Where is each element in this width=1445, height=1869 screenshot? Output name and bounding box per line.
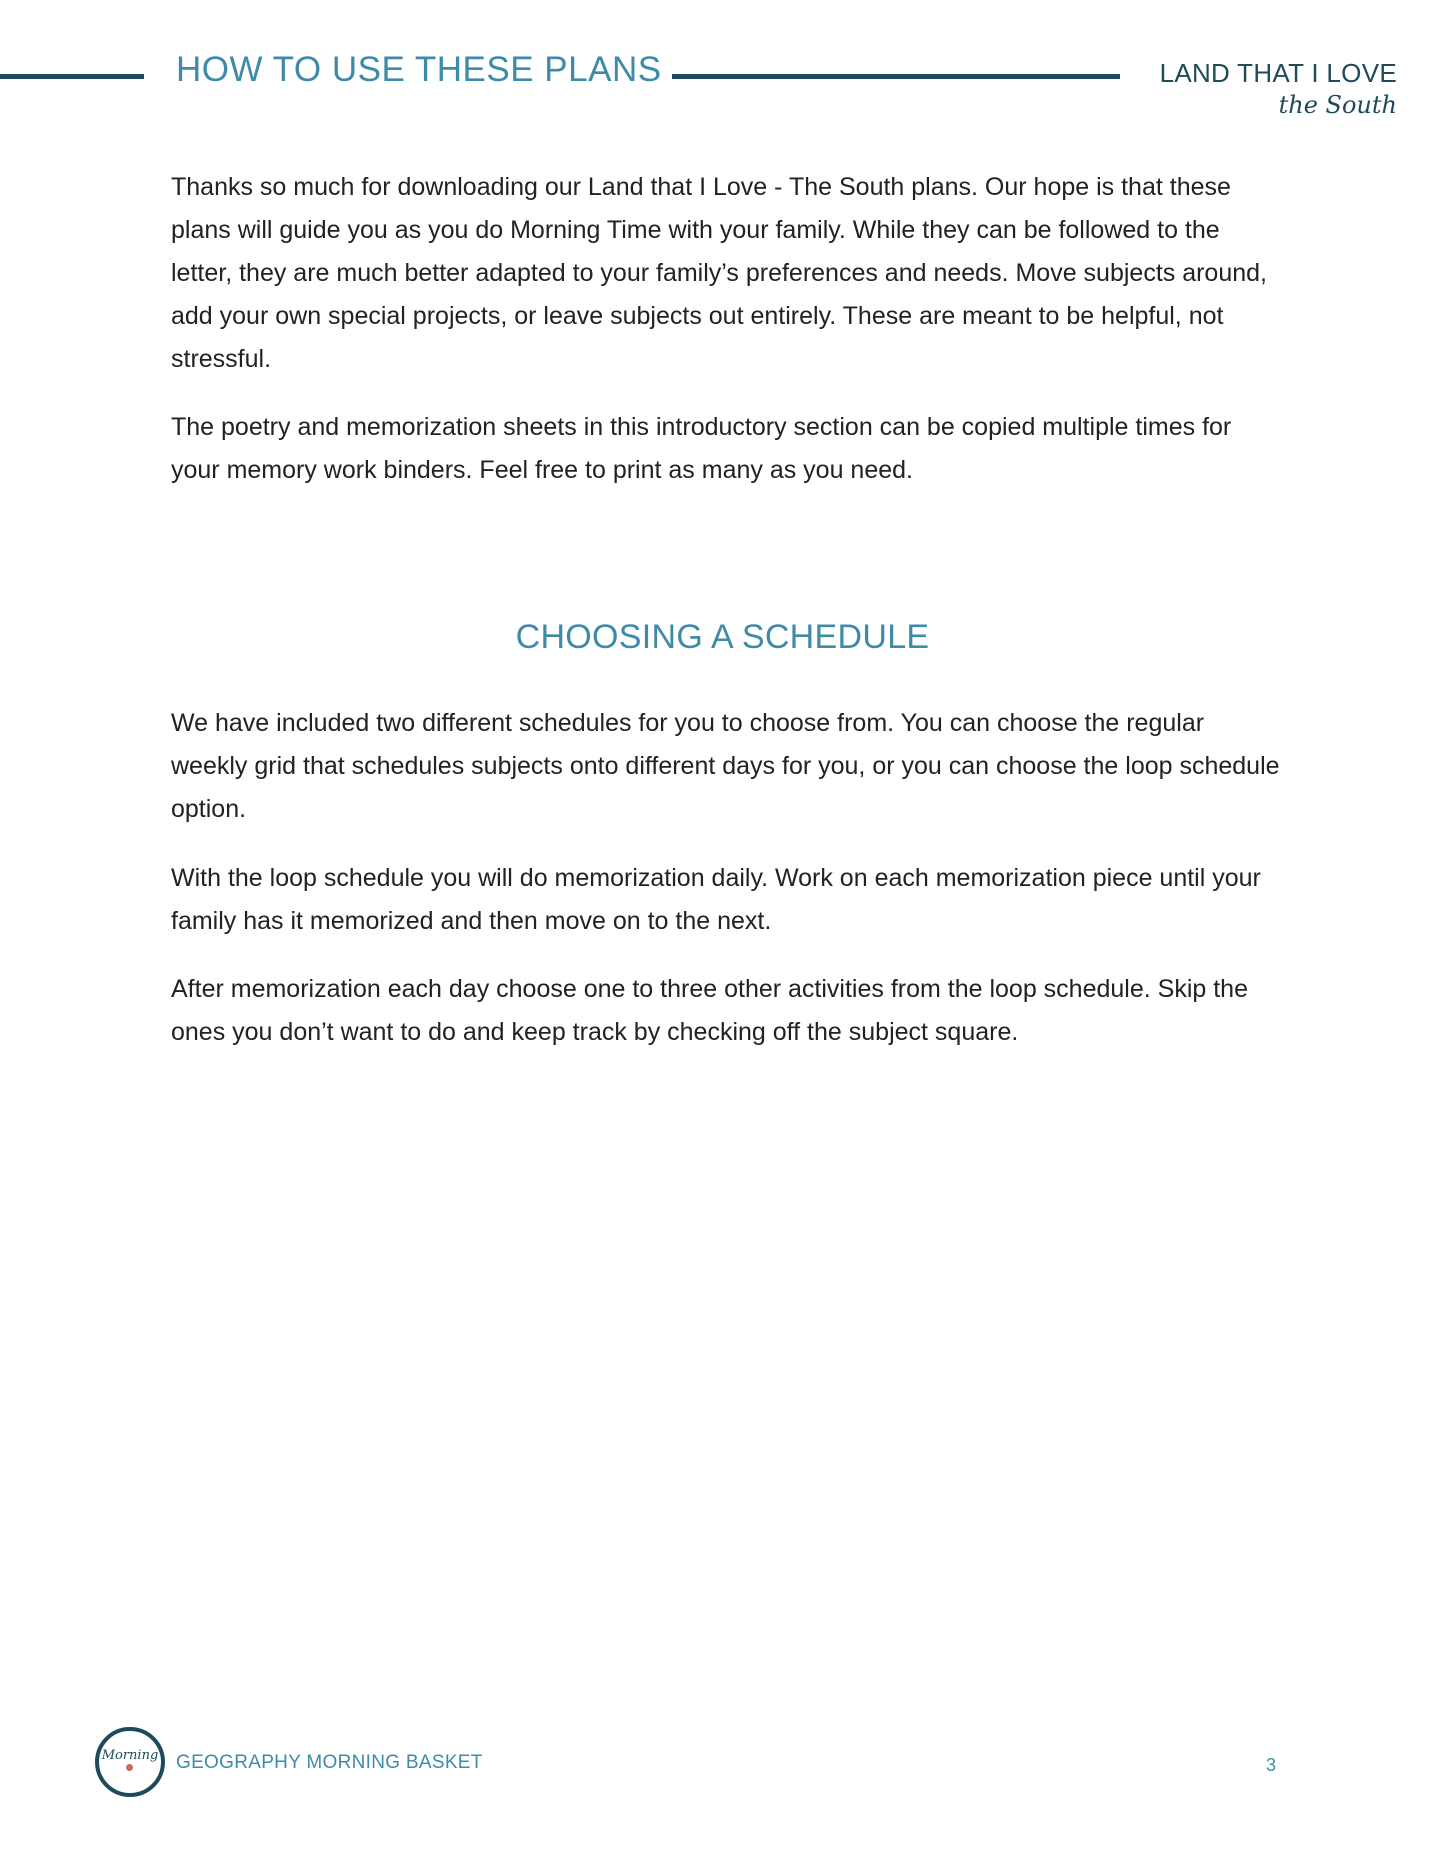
footer-title: GEOGRAPHY MORNING BASKET	[176, 1752, 483, 1773]
header-rule-right	[672, 74, 1120, 79]
schedule-paragraph-2	[171, 857, 1281, 943]
page-title: HOW TO USE THESE PLANS	[176, 50, 662, 89]
logo-dot-icon	[126, 1764, 133, 1771]
paragraph-text: The poetry and memorization sheets in this introductory section can be copied multiple times for your memory work binders. Feel free to print as many as you need.	[171, 413, 1232, 484]
paragraph-text: With the loop schedule you will do memorization daily. Work on each memorization piece until your family has it memorized and then move on to the next.	[171, 864, 1261, 935]
paragraph-text: After memorization each day choose one to three other activities from the loop schedule. Skip the ones you don’t want to do and keep track by checking off the subject square.	[171, 975, 1248, 1046]
intro-paragraph-2	[171, 406, 1281, 492]
logo-text: Morning	[101, 1748, 159, 1763]
brand-logo	[1160, 58, 1397, 119]
logo-mark-icon	[102, 1750, 159, 1774]
page-number: 3	[1266, 1755, 1277, 1775]
schedule-paragraph-1	[171, 702, 1281, 831]
header-rule-left	[0, 74, 144, 79]
intro-paragraph-1	[171, 166, 1281, 381]
paragraph-text: We have included two different schedules for you to choose from. You can choose the regular weekly grid that schedules subjects onto different days for you, or you can choose the loop schedule option.	[171, 709, 1280, 823]
brand-main-text: LAND THAT I LOVE	[1159, 58, 1397, 88]
schedule-paragraph-3	[171, 968, 1281, 1054]
paragraph-text: Thanks so much for downloading our Land that I Love - The South plans. Our hope is that these plans will guide you as you do Morning Time with your family. While they can be followed to the letter, they are much better adapted to your family’s preferences and needs. Move subjects around, add your own special projects, or leave subjects out entirely. These are meant to be helpful, not stressful.	[171, 173, 1267, 373]
section-heading: CHOOSING A SCHEDULE	[515, 618, 930, 656]
footer-logo	[95, 1727, 165, 1797]
brand-sub-text: the South	[1278, 91, 1397, 119]
